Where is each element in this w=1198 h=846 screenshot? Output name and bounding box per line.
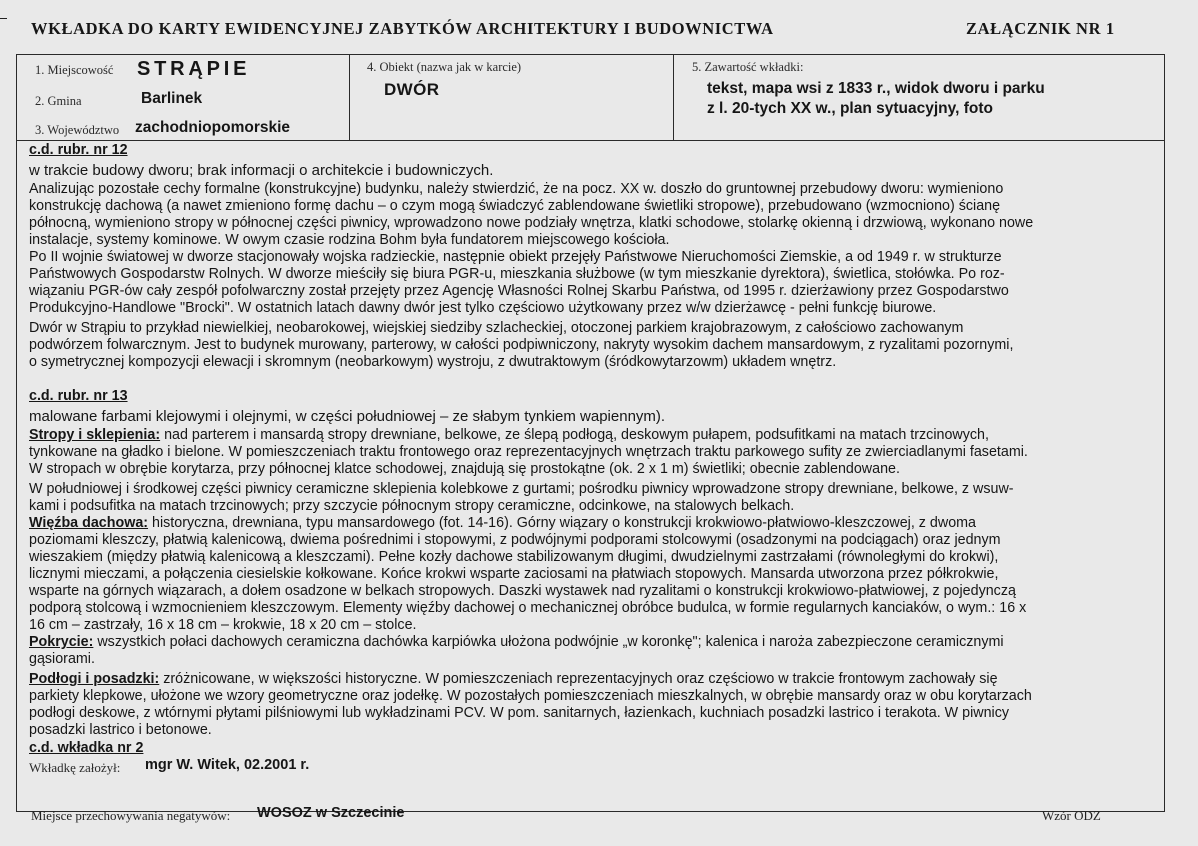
paragraph-line: parkiety klepkowe, ułożone we wzory geometryczne oraz jodełkę. W pozostałych pomieszczeniach mieszkalnych, w obrębie mansardy oraz w obu korytarzach: [29, 688, 1032, 704]
paragraph-line: w trakcie budowy dworu; brak informacji o architekcie i budowniczych.: [29, 162, 494, 179]
paragraph-line: Po II wojnie światowej w dworze stacjonowały wojska radzieckie, następnie obiekt przejęły Państwowe Nieruchomości Ziemskie, a od 1949 r. w strukturze: [29, 249, 1002, 265]
voivodeship-value: zachodniopomorskie: [135, 119, 291, 136]
margin-dash: [0, 18, 7, 19]
paragraph-line: Państwowych Gospodarstw Rolnych. W dworze mieściły się biura PGR-u, mieszkania służbowe (w tym mieszkanie dyrektora), świetlica, stołówka. Po roz-: [29, 266, 1005, 282]
rubric-12-heading: c.d. rubr. nr 12: [29, 142, 128, 158]
paragraph-line: podporą stolcową i wzmocnieniem kleszczowym. Elementy więźby dachowej o mechanicznej obróbce budulca, w formie regularnych kanciaków, o wym.: 16 x: [29, 600, 1027, 616]
locality-label: 1. Miejscowość: [35, 63, 114, 77]
paragraph-line: malowane farbami klejowymi i olejnymi, w części południowej – ze słabym tynkiem wapiennym).: [29, 408, 666, 425]
header-column-divider: [673, 54, 674, 141]
paragraph-line: Pokrycie: wszystkich połaci dachowych ceramiczna dachówka karpiówka ułożona podwójnie „w koronkę"; kalenica i naroża zabezpieczone ceramicznymi: [29, 634, 1004, 650]
annex-label: ZAŁĄCZNIK NR 1: [966, 19, 1115, 38]
section-heading-wiezba: Więźba dachowa:: [29, 515, 149, 531]
paragraph-line: posadzki lastrico i betonowe.: [29, 722, 212, 738]
paragraph-line: wiązaniu PGR-ów cały zespół pofolwarczny został przejęty przez Agencję Własności Rolnej Skarbu Państwa, od 1995 r. dzierżawiony przez Gospodarstwo: [29, 283, 1009, 299]
paragraph-line: Więźba dachowa: historyczna, drewniana, typu mansardowego (fot. 14-16). Górny wiązary o konstrukcji krokwiowo-płatwiowo-kleszczowej, z dwoma: [29, 515, 977, 531]
header-row-divider: [16, 140, 1165, 141]
author-value: mgr W. Witek, 02.2001 r.: [145, 757, 310, 773]
negatives-storage-value: WOSOZ w Szczecinie: [257, 805, 405, 821]
content-value-line: z l. 20-tych XX w., plan sytuacyjny, foto: [707, 100, 993, 117]
template-label: Wzór ODZ: [1042, 808, 1101, 823]
commune-label: 2. Gmina: [35, 94, 82, 108]
rubric-13-heading: c.d. rubr. nr 13: [29, 388, 128, 404]
paragraph-line: wsparte na górnych wiązarach, a dołem osadzone w belkach stropowych. Daszki wystawek nad ryzalitami o konstrukcji krokwiowo-płatwiowej, z pojedynczą: [29, 583, 1016, 599]
paragraph-line: Stropy i sklepienia: nad parterem i mansardą stropy drewniane, belkowe, ze ślepą podłogą, deskowym pułapem, podsufitkami na matach trzcinowych,: [29, 427, 989, 443]
commune-value: Barlinek: [141, 90, 203, 107]
document-title: WKŁADKA DO KARTY EWIDENCYJNEJ ZABYTKÓW ARCHITEKTURY I BUDOWNICTWA: [31, 19, 774, 38]
section-heading-stropy: Stropy i sklepienia:: [29, 427, 161, 443]
object-label: 4. Obiekt (nazwa jak w karcie): [367, 60, 522, 74]
paragraph-line: W południowej i środkowej części piwnicy ceramiczne sklepienia kolebkowe z gurtami; pośrodku piwnicy wprowadzone stropy drewniane, belkowe, z wsuw-: [29, 481, 1014, 497]
paragraph-line: wieszakiem (między płatwią kalenicową a kleszczami). Pełne kozły dachowe stabilizowanym długimi, dwudzielnymi zastrzałami (równoległymi do krokwi),: [29, 549, 999, 565]
object-value: DWÓR: [384, 80, 440, 99]
paragraph-line: podwórzem folwarcznym. Jest to budynek murowany, parterowy, w całości podpiwniczony, nakryty wysokim dachem mansardowym, z ryzalitami pozornymi,: [29, 337, 1014, 353]
paragraph-line: Podłogi i posadzki: zróżnicowane, w większości historyczne. W pomieszczeniach reprezentacyjnych oraz częściowo w trakcie frontowym zachowały się: [29, 671, 998, 687]
content-value-line: tekst, mapa wsi z 1833 r., widok dworu i parku: [707, 80, 1045, 97]
locality-value: STRĄPIE: [137, 58, 251, 80]
author-label: Wkładkę założył:: [29, 760, 121, 775]
paragraph-line: poziomami kleszczy, płatwią kalenicową, dwiema pośrednimi i stopowymi, z podwójnymi podporami stolcowymi (osadzonymi na podciągach) oraz jednym: [29, 532, 1001, 548]
paragraph-line: północną, wymieniono stropy w północnej części piwnicy, wprowadzono nowe podziały wnętrza, klatki schodowe, stolarkę okienną i drzwiową, wykonano nowe: [29, 215, 1034, 231]
header-column-divider: [349, 54, 350, 141]
section-heading-podlogi: Podłogi i posadzki:: [29, 671, 160, 687]
content-label: 5. Zawartość wkładki:: [692, 60, 804, 74]
paragraph-line: o symetrycznej kompozycji elewacji i skromnym (neobarkowym) wystroju, z dwutraktowym (śródkowytarzowm) układem wnętrz.: [29, 354, 837, 370]
paragraph-line: tynkowane na gładko i bielone. W pomieszczeniach traktu frontowego oraz reprezentacyjnych wnętrzach traktu parkowego sufity ze zwierciadlanymi fasetami.: [29, 444, 1028, 460]
paragraph-line: podłogi deskowe, z wtórnymi płytami pilśniowymi lub wykładzinami PCV. W pom. sanitarnych, łazienkach, kuchniach posadzki lastrico i terakota. W piwnicy: [29, 705, 1009, 721]
negatives-storage-label: Miejsce przechowywania negatywów:: [31, 808, 231, 823]
paragraph-line: Produkcyjno-Handlowe "Brocki". W ostatnich latach dawny dwór jest tylko częściowo użytkowany przez w/w dzierżawcę - pełni funkcję biurowe.: [29, 300, 937, 316]
paragraph-line: kami i podsufitka na matach trzcinowych; przy szczycie północnym stropy ceramiczne, odcinkowe, na stalowych belkach.: [29, 498, 795, 514]
paragraph-line: konstrukcję dachową (a nawet zmieniono formę dachu – o czym mogą świadczyć zablendowane świetliki stropowe), przebudowano (wzmocniono) ścianę: [29, 198, 1001, 214]
paragraph-line: gąsiorami.: [29, 651, 95, 667]
paragraph-line: licznymi mieczami, a połączenia ciesielskie kołkowane. Końce krokwi wsparte zaciosami na płatwiach stopowych. Mansarda utworzona przez półkrokwie,: [29, 566, 999, 582]
insert-2-reference: c.d. wkładka nr 2: [29, 740, 144, 756]
section-heading-pokrycie: Pokrycie:: [29, 634, 94, 650]
paragraph-line: 16 cm – zastrzały, 16 x 18 cm – krokwie, 18 x 20 cm – stolce.: [29, 617, 417, 633]
paragraph-line: Analizując pozostałe cechy formalne (konstrukcyjne) budynku, należy stwierdzić, że na pocz. XX w. doszło do gruntownej przebudowy dworu: wymieniono: [29, 181, 1004, 197]
paragraph-line: instalacje, systemy kominowe. W owym czasie rodzina Bohm była fundatorem miejscowego kościoła.: [29, 232, 670, 248]
paragraph-line: Dwór w Strąpiu to przykład niewielkiej, neobarokowej, wiejskiej siedziby szlacheckiej, otoczonej parkiem krajobrazowym, z całościowo zachowanym: [29, 320, 964, 336]
voivodeship-label: 3. Województwo: [35, 123, 120, 137]
paragraph-line: W stropach w obrębie korytarza, przy północnej klatce schodowej, znajdują się prostokątne (ok. 2 x 1 m) świetliki; obecnie zablendowane.: [29, 461, 900, 477]
